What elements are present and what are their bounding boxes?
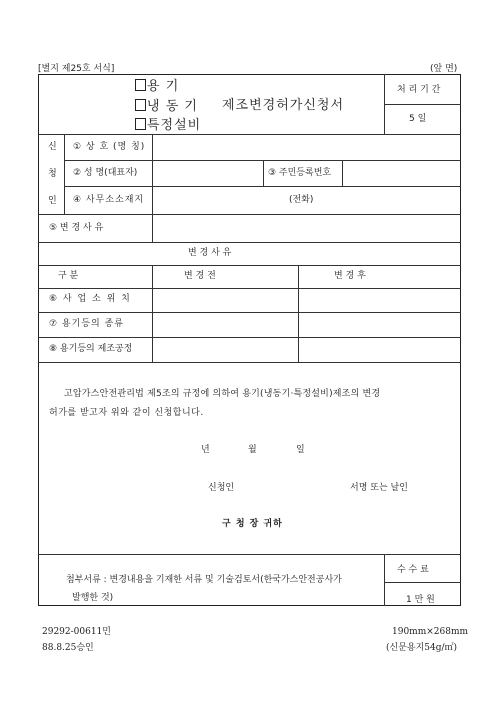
column-category-header: 구 분 bbox=[58, 271, 79, 281]
processing-period-label: 처 리 기 간 bbox=[397, 85, 441, 95]
change-items-section-title: 변 경 사 유 bbox=[188, 248, 232, 258]
rule-fee-divider bbox=[384, 554, 385, 606]
form-reference: [별지 제25호 서식] bbox=[38, 64, 115, 74]
approval-date: 88.8.25승인 bbox=[42, 643, 94, 653]
rule-resident-left bbox=[263, 160, 264, 186]
column-before-header: 변 경 전 bbox=[184, 271, 216, 281]
checkbox-refrigerator-option: 냉 동 기 bbox=[135, 99, 198, 113]
paper-type: (신문용지54g/㎡) bbox=[386, 643, 458, 653]
business-location-after-field[interactable] bbox=[299, 289, 460, 312]
rule-row8 bbox=[38, 362, 461, 363]
manufacturing-process-before-field[interactable] bbox=[153, 338, 298, 362]
resident-number-field[interactable] bbox=[343, 161, 460, 186]
applicant-side-char-1: 신 bbox=[48, 142, 57, 152]
phone-label: (전화) bbox=[289, 195, 314, 205]
resident-number-label: ③ 주민등록번호 bbox=[268, 168, 332, 178]
checkbox-square-icon bbox=[135, 99, 146, 111]
attachments-line-2: 발행한 것) bbox=[72, 593, 114, 603]
checkbox-special-equipment-option: 특정설비 bbox=[135, 118, 201, 132]
date-year-label: 년 bbox=[201, 445, 210, 455]
manufacturing-process-after-field[interactable] bbox=[299, 338, 460, 362]
row-manufacturing-process-label: ⑧ 용기등의 제조공정 bbox=[49, 344, 133, 354]
fee-value: 1 만 원 bbox=[406, 595, 435, 605]
applicant-side-char-2: 청 bbox=[48, 169, 57, 179]
form-code: 29292-00611민 bbox=[42, 627, 111, 637]
checkbox-square-icon bbox=[135, 79, 146, 91]
change-reason-label: ⑤ 변 경 사 유 bbox=[49, 223, 104, 233]
rule-section-title bbox=[38, 265, 461, 266]
name-label: ② 성 명(대표자) bbox=[73, 168, 138, 178]
fee-label: 수 수 료 bbox=[397, 565, 429, 575]
rule-processing-divider bbox=[384, 74, 385, 134]
rule-processing bbox=[384, 104, 461, 105]
row-container-type-label: ⑦ 용기등의 종류 bbox=[49, 319, 124, 329]
rule-fee bbox=[384, 582, 461, 583]
statement-line-1: 고압가스안전관리법 제5조의 규정에 의하여 용기(냉동기·특정설비)제조의 변경 bbox=[64, 389, 381, 399]
statement-line-2: 허가를 받고자 위와 같이 신청합니다. bbox=[49, 408, 204, 418]
column-after-header: 변 경 후 bbox=[334, 271, 366, 281]
office-address-label: ④ 사무소소재지 bbox=[73, 195, 145, 205]
date-month-label: 월 bbox=[248, 445, 257, 455]
applicant-side-char-3: 인 bbox=[48, 196, 57, 206]
applicant-sign-label: 신청인 bbox=[208, 483, 235, 493]
business-location-before-field[interactable] bbox=[153, 289, 298, 312]
row-business-location-label: ⑥ 사 업 소 위 치 bbox=[49, 294, 132, 304]
change-reason-field[interactable] bbox=[153, 215, 460, 242]
date-day-label: 일 bbox=[296, 445, 305, 455]
rule-applicant-side bbox=[64, 134, 65, 214]
page-side-label: (앞 면) bbox=[430, 64, 458, 74]
name-field[interactable] bbox=[153, 161, 263, 186]
signature-label: 서명 또는 날인 bbox=[350, 483, 408, 493]
attachments-line-1: 첨부서류 : 변경내용을 기재한 서류 및 기술검토서(한국가스안전공사가 bbox=[66, 575, 342, 585]
rule-reason-bottom bbox=[38, 242, 461, 243]
paper-size: 190mm×268mm bbox=[392, 627, 469, 637]
container-type-before-field[interactable] bbox=[153, 313, 298, 337]
container-type-after-field[interactable] bbox=[299, 313, 460, 337]
addressee-label: 구 청 장 귀하 bbox=[222, 519, 283, 529]
company-field[interactable] bbox=[153, 135, 460, 160]
document-title: 제조변경허가신청서 bbox=[222, 98, 345, 113]
rule-statement-bottom bbox=[38, 554, 461, 555]
company-label: ① 상 호 (명 칭) bbox=[73, 142, 146, 152]
checkbox-square-icon bbox=[135, 118, 146, 130]
processing-period-value: 5 일 bbox=[409, 114, 427, 124]
checkbox-container-option: 용 기 bbox=[135, 79, 179, 93]
